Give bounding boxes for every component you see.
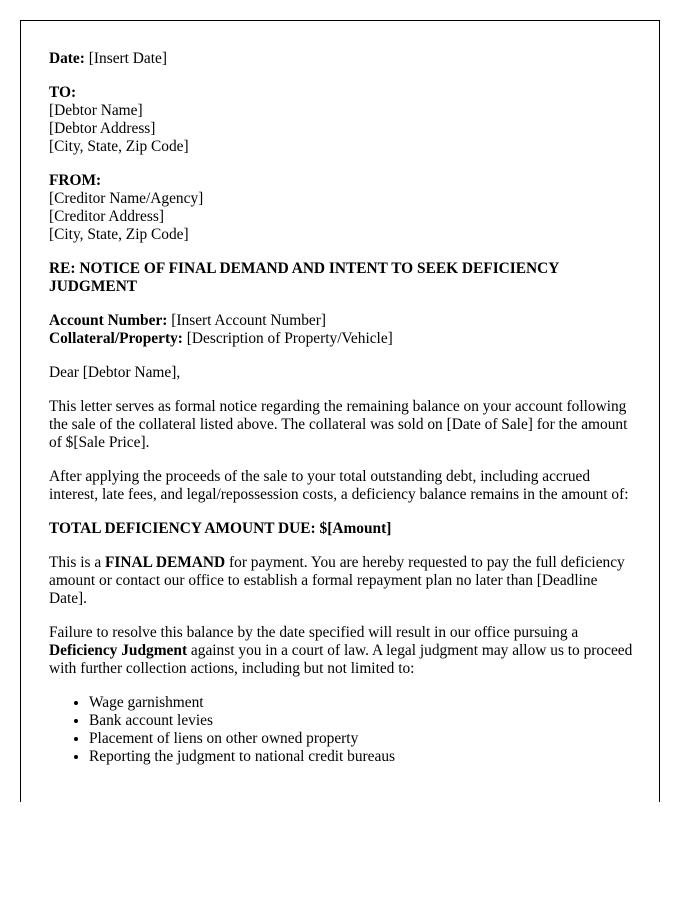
date-line (49, 50, 635, 68)
paragraph-judgment (49, 624, 635, 678)
list-item: • Placement of liens on other owned property (89, 730, 635, 748)
creditor-name-line: [Creditor Name/Agency] (49, 190, 204, 207)
list-item: • Wage garnishment (89, 694, 635, 712)
paragraph-deficiency: After applying the proceeds of the sale to your total outstanding debt, including accrued interest, late fees, and legal/repossession costs, a deficiency balance remains in the amount of: (49, 468, 629, 503)
collection-actions-list (49, 694, 635, 766)
final-demand-bold: FINAL DEMAND (105, 554, 226, 571)
collateral-label: Collateral/Property: (49, 330, 183, 347)
paragraph-final-demand (49, 554, 635, 608)
account-number-value: [Insert Account Number] (171, 312, 326, 329)
paragraph-sale-notice: This letter serves as formal notice regarding the remaining balance on your account following the sale of the collateral listed above. The collateral was sold on [Date of Sale] for the amount of $[Sale Price]. (49, 398, 628, 451)
from-block (49, 172, 635, 244)
re-line: RE: NOTICE OF FINAL DEMAND AND INTENT TO SEEK DEFICIENCY JUDGMENT (49, 260, 559, 295)
letter-page (20, 20, 660, 802)
from-label: FROM: (49, 172, 102, 189)
final-demand-post: for payment. You are hereby requested to pay the full deficiency amount or contact our office to establish a formal repayment plan no later than [Deadline Date]. (49, 554, 625, 607)
creditor-city-line: [City, State, Zip Code] (49, 226, 189, 243)
debtor-name-line: [Debtor Name] (49, 102, 143, 119)
date-value: [Insert Date] (88, 50, 167, 67)
account-block (49, 312, 635, 348)
account-number-label: Account Number: (49, 312, 168, 329)
to-label: TO: (49, 84, 77, 101)
judgment-post: against you in a court of law. A legal judgment may allow us to proceed with further collection actions, including but not limited to: (49, 642, 633, 677)
judgment-bold: Deficiency Judgment (49, 642, 188, 659)
creditor-address-line: [Creditor Address] (49, 208, 164, 225)
list-item: • Bank account levies (89, 712, 635, 730)
to-block (49, 84, 635, 156)
list-item: • Reporting the judgment to national credit bureaus (89, 748, 635, 766)
letter-content (49, 50, 635, 766)
date-label: Date: (49, 50, 85, 67)
total-due: TOTAL DEFICIENCY AMOUNT DUE: $[Amount] (49, 520, 392, 537)
collateral-line (49, 330, 635, 348)
salutation: Dear [Debtor Name], (49, 364, 181, 381)
debtor-address-line: [Debtor Address] (49, 120, 156, 137)
account-number-line (49, 312, 635, 330)
final-demand-pre: This is a (49, 554, 106, 571)
judgment-pre: Failure to resolve this balance by the date specified will result in our office pursuing a (49, 624, 579, 641)
collateral-value: [Description of Property/Vehicle] (186, 330, 393, 347)
debtor-city-line: [City, State, Zip Code] (49, 138, 189, 155)
